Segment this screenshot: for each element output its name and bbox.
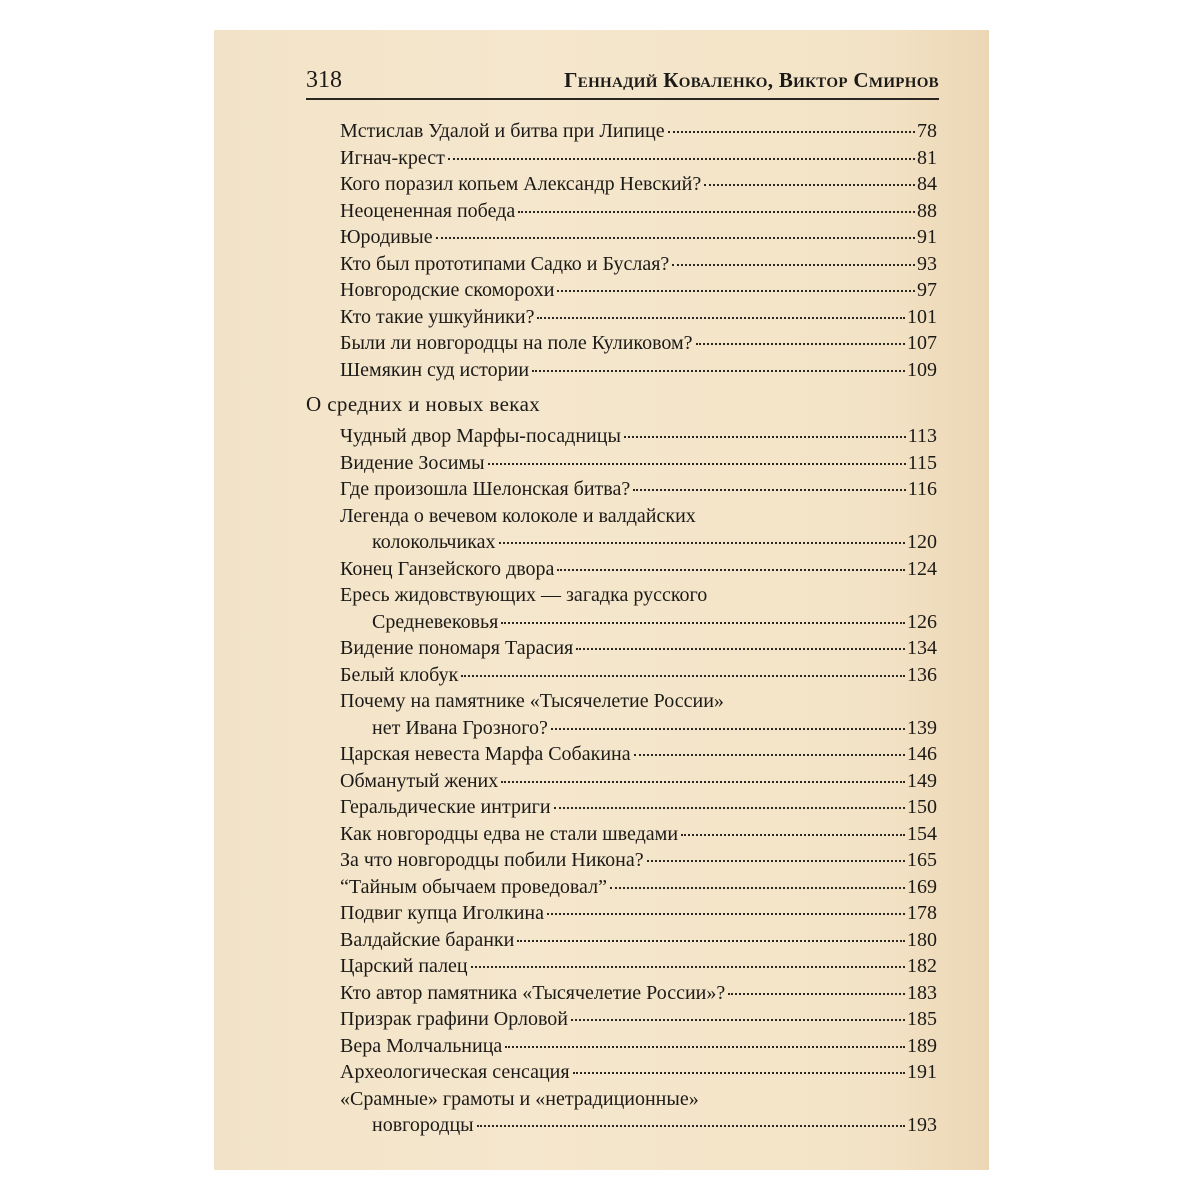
toc-entry-first-line: Почему на памятнике «Тысячелетие России» <box>340 690 724 712</box>
toc-entry-second-line: новгородцы 193 <box>372 1114 937 1136</box>
toc-entry: Неоцененная победа 88 <box>340 199 937 222</box>
toc-entry-first-line: Ересь жидовствующих — загадка русского <box>340 584 708 606</box>
toc-entry: Подвиг купца Иголкина 178 <box>340 902 937 924</box>
table-of-contents <box>306 118 937 1139</box>
toc-entry: Призрак графини Орловой 185 <box>340 1008 937 1030</box>
toc-entry-second-line: колокольчиках 120 <box>372 531 937 553</box>
toc-entry: Геральдические интриги 150 <box>340 796 937 818</box>
toc-entry: Мстислав Удалой и битва при Липице 78 <box>340 120 937 142</box>
toc-entry: Чудный двор Марфы-посадницы 113 <box>340 425 937 447</box>
book-page <box>214 30 989 1170</box>
toc-entry: Где произошла Шелонская битва? 116 <box>340 478 937 500</box>
toc-entry: Кто был прототипами Садко и Буслая? 93 <box>340 252 937 275</box>
toc-entry: Как новгородцы едва не стали шведами 154 <box>340 822 937 845</box>
toc-entry-two-line <box>306 688 937 741</box>
toc-entry: Кого поразил копьем Александр Невский? 84 <box>340 173 937 195</box>
toc-entry: Видение Зосимы 115 <box>340 451 937 474</box>
toc-entry: Археологическая сенсация 191 <box>340 1061 937 1083</box>
toc-entry: Были ли новгородцы на поле Куликовом? 107 <box>340 332 937 354</box>
toc-entry-second-line: нет Ивана Грозного? 139 <box>372 716 937 739</box>
toc-entry: Видение пономаря Тарасия 134 <box>340 637 937 659</box>
toc-entry-two-line <box>306 1086 937 1139</box>
toc-entry: Конец Ганзейского двора 124 <box>340 557 937 580</box>
toc-entry-two-line <box>306 582 937 635</box>
toc-entry: Царский палец 182 <box>340 955 937 977</box>
toc-entry: Юродивые 91 <box>340 226 937 248</box>
toc-entry: Кто автор памятника «Тысячелетие России»? 183 <box>340 981 937 1004</box>
page-number: 318 <box>306 67 342 93</box>
toc-entry: Шемякин суд истории 109 <box>340 358 937 381</box>
toc-entry: За что новгородцы побили Никона? 165 <box>340 849 937 871</box>
running-head: Геннадий Коваленко, Виктор Смирнов <box>564 68 939 92</box>
toc-entry-second-line: Средневековья 126 <box>372 610 937 633</box>
toc-entry: Валдайские баранки 180 <box>340 928 937 951</box>
toc-entry: Обманутый жених 149 <box>340 769 937 792</box>
toc-entry: Вера Молчальница 189 <box>340 1034 937 1057</box>
toc-entry: Белый клобук 136 <box>340 663 937 686</box>
toc-entry-first-line: «Срамные» грамоты и «нетрадиционные» <box>340 1087 699 1110</box>
toc-entry: Игнач-крест 81 <box>340 146 937 169</box>
toc-entry: Кто такие ушкуйники? 101 <box>340 305 937 328</box>
toc-entry: Царская невеста Марфа Собакина 146 <box>340 743 937 765</box>
toc-entry: Новгородские скоморохи 97 <box>340 279 937 301</box>
toc-entry: “Тайным обычаем проведовал” 169 <box>340 875 937 898</box>
section-heading: О средних и новых веках <box>306 392 541 416</box>
toc-entry-two-line <box>306 503 937 556</box>
page-header <box>306 66 939 100</box>
toc-entry-first-line: Легенда о вечевом колоколе и валдайских <box>340 504 696 527</box>
